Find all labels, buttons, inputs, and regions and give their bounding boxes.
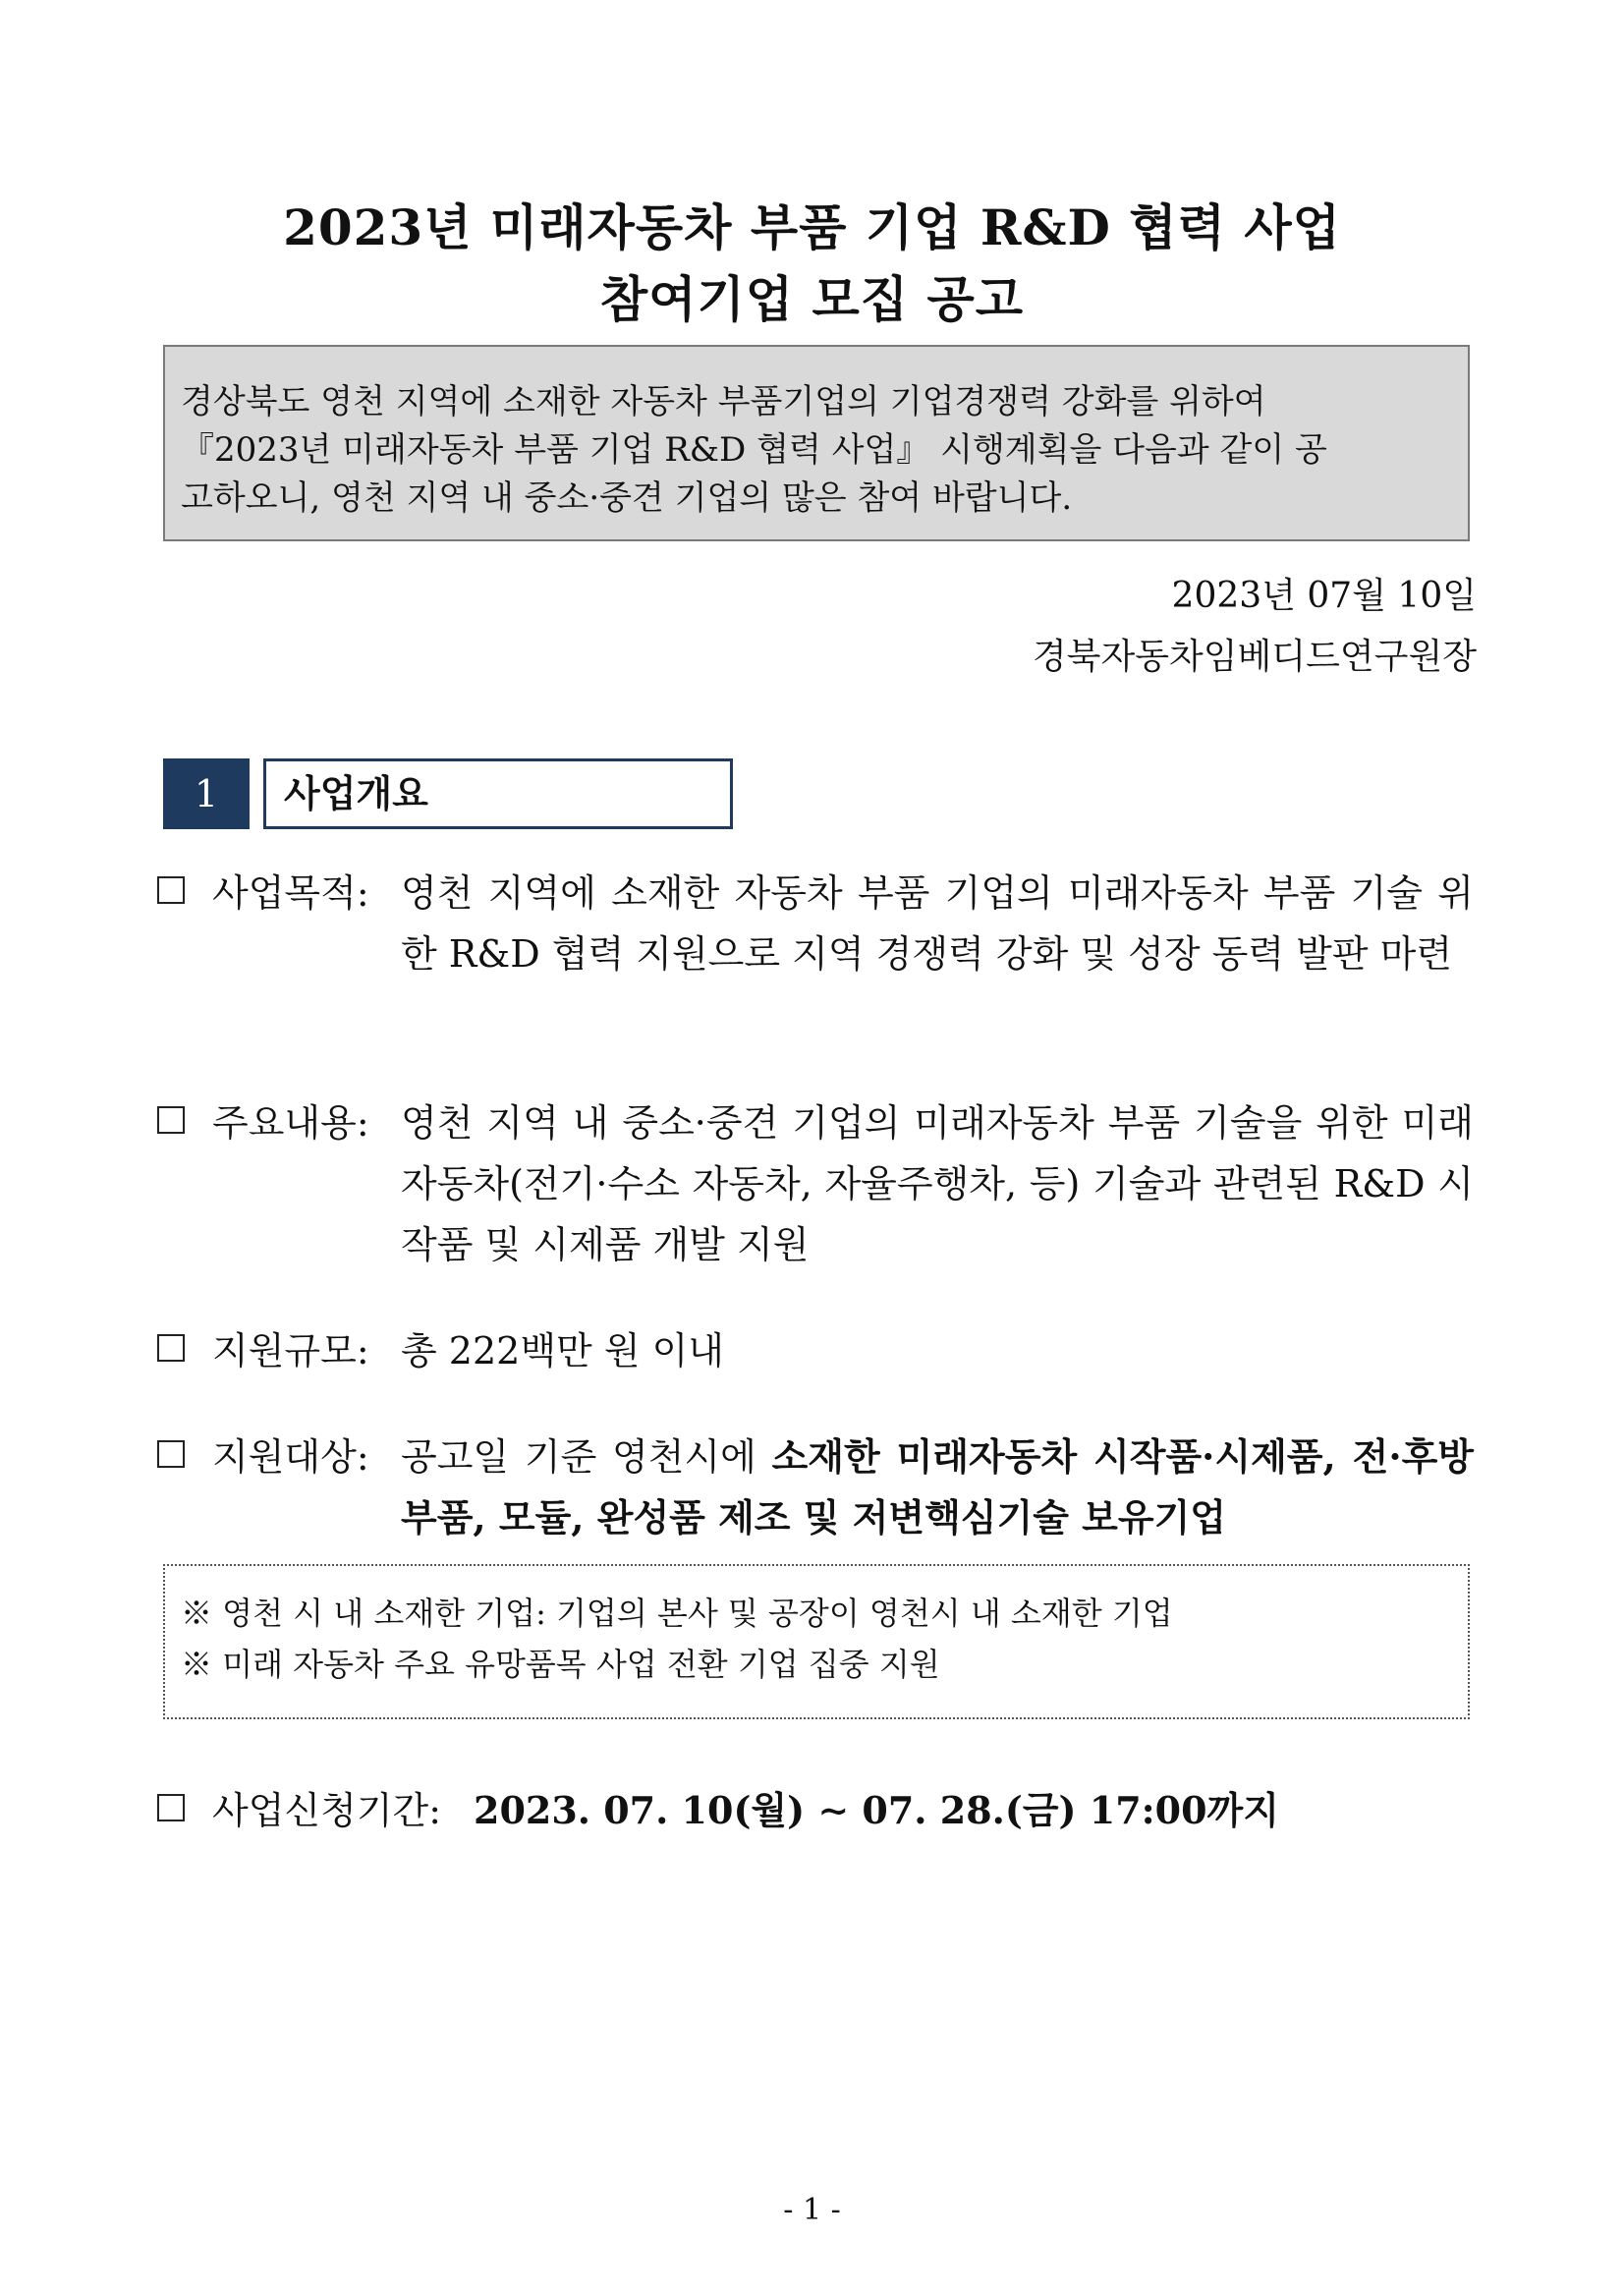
section-title: 사업개요 <box>263 758 733 829</box>
checkbox-icon <box>157 1794 185 1821</box>
intro-line: 경상북도 영천 지역에 소재한 자동차 부품기업의 기업경쟁력 강화를 위하여 <box>181 382 1266 421</box>
intro-box <box>163 345 1470 541</box>
intro-line: 고하오니, 영천 지역 내 중소·중견 기업의 많은 참여 바랍니다. <box>181 478 1073 518</box>
item-target <box>157 1427 1474 1548</box>
checkbox-icon <box>157 1440 185 1468</box>
checkbox-icon <box>157 1106 185 1134</box>
item-label: 지원대상: <box>212 1435 369 1479</box>
item-period <box>157 1780 1474 1841</box>
item-label: 지원규모: <box>212 1329 369 1372</box>
document-title-line2: 참여기업 모집 공고 <box>599 270 1025 328</box>
item-text: 2023. 07. 10(월) ∼ 07. 28.(금) 17:00까지 <box>474 1788 1279 1832</box>
item-text-plain: 공고일 기준 영천시에 <box>401 1435 772 1479</box>
item-text-bold: 소재한 미래자동차 시작품·시제품, 전·후방 부품, 모듈, 완성품 제조 및 저변핵심기술 보유기업 <box>401 1434 1474 1540</box>
announcement-date: 2023년 07월 10일 <box>1171 576 1477 616</box>
item-label: 사업신청기간: <box>212 1789 442 1832</box>
note-line: ※ 미래 자동차 주요 유망품목 사업 전환 기업 집중 지원 <box>181 1646 940 1683</box>
item-label: 사업목적: <box>212 871 369 915</box>
section-number: 1 <box>163 758 250 829</box>
item-content <box>157 1092 1474 1275</box>
page-number: - 1 - <box>783 2193 841 2227</box>
note-box <box>163 1564 1470 1719</box>
item-text: 영천 지역 내 중소·중견 기업의 미래자동차 부품 기술을 위한 미래자동차(전기·수소 자동차, 자율주행차, 등) 기술과 관련된 R&D 시작품 및 시제품 개발 지원 <box>401 1101 1474 1266</box>
issuer: 경북자동차임베디드연구원장 <box>1032 637 1477 677</box>
item-scale <box>157 1320 1474 1381</box>
item-text: 영천 지역에 소재한 자동차 부품 기업의 미래자동차 부품 기술 위한 R&D 협력 지원으로 지역 경쟁력 강화 및 성장 동력 발판 마련 <box>401 871 1474 976</box>
item-purpose <box>157 863 1474 1045</box>
note-line: ※ 영천 시 내 소재한 기업: 기업의 본사 및 공장이 영천시 내 소재한 기업 <box>181 1595 1173 1632</box>
intro-line: 『2023년 미래자동차 부품 기업 R&D 협력 사업』 시행계획을 다음과 같이 공 <box>181 430 1327 470</box>
item-label: 주요내용: <box>212 1101 369 1145</box>
checkbox-icon <box>157 1334 185 1362</box>
checkbox-icon <box>157 876 185 904</box>
document-title-line1: 2023년 미래자동차 부품 기업 R&D 협력 사업 <box>283 198 1341 256</box>
item-text: 총 222백만 원 이내 <box>401 1329 725 1372</box>
item-text <box>401 1427 1474 1548</box>
